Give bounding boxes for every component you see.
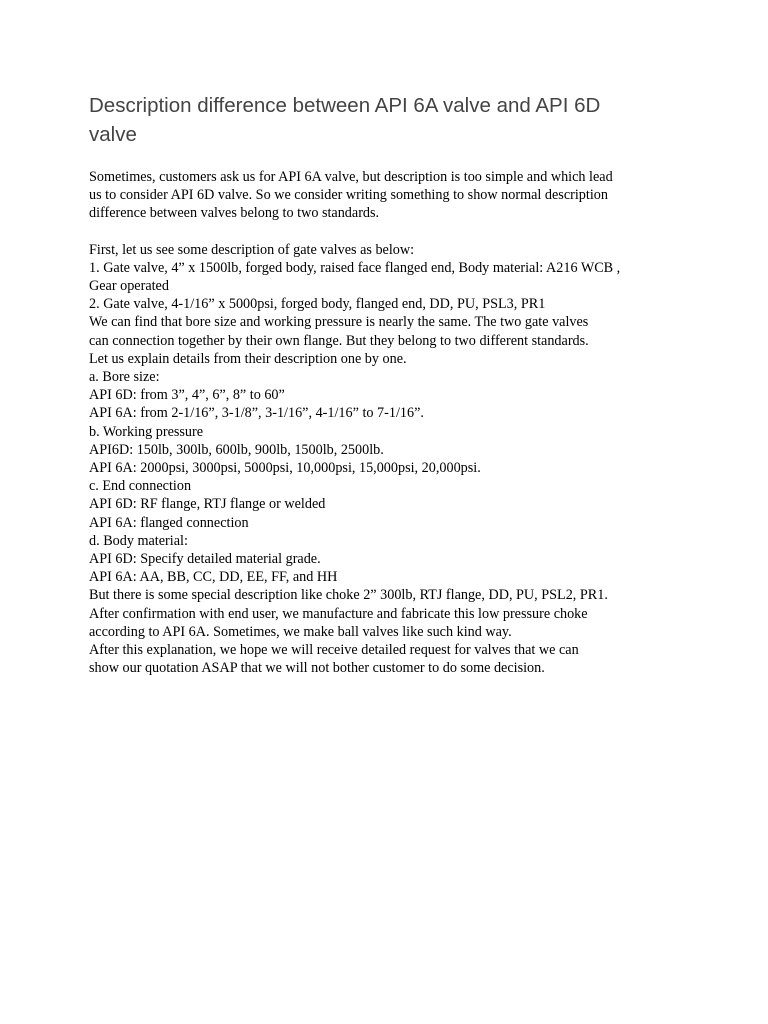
- text-line: Sometimes, customers ask us for API 6A valve, but description is too simple and which lead: [89, 169, 613, 185]
- text-line: API 6A: from 2-1/16”, 3-1/8”, 3-1/16”, 4-1/16” to 7-1/16”.: [89, 405, 424, 422]
- text-line: according to API 6A. Sometimes, we make ball valves like such kind way.: [89, 623, 512, 640]
- document-page: [89, 91, 689, 677]
- text-line: 1. Gate valve, 4” x 1500lb, forged body, raised face flanged end, Body material: A216 WCB ,: [89, 259, 621, 276]
- text-line: Gear operated: [89, 278, 169, 295]
- text-line: API 6D: RF flange, RTJ flange or welded: [89, 496, 326, 513]
- document-title: [89, 91, 689, 149]
- body-paragraph: [89, 241, 689, 678]
- text-line: 2. Gate valve, 4-1/16” x 5000psi, forged body, flanged end, DD, PU, PSL3, PR1: [89, 296, 546, 313]
- text-line: After this explanation, we hope we will receive detailed request for valves that we can: [89, 642, 579, 659]
- text-line: After confirmation with end user, we manufacture and fabricate this low pressure choke: [89, 605, 588, 622]
- title-line: valve: [89, 123, 137, 146]
- text-line: First, let us see some description of gate valves as below:: [89, 241, 415, 258]
- text-line: API 6A: AA, BB, CC, DD, EE, FF, and HH: [89, 569, 338, 586]
- text-line: API6D: 150lb, 300lb, 600lb, 900lb, 1500lb, 2500lb.: [89, 441, 384, 458]
- text-line: d. Body material:: [89, 532, 188, 549]
- text-line: us to consider API 6D valve. So we consider writing something to show normal description: [89, 187, 608, 204]
- text-line: API 6D: Specify detailed material grade.: [89, 551, 321, 568]
- text-line: API 6D: from 3”, 4”, 6”, 8” to 60”: [89, 387, 285, 404]
- text-line: show our quotation ASAP that we will not bother customer to do some decision.: [89, 660, 545, 677]
- intro-paragraph: [89, 168, 689, 223]
- text-line: We can find that bore size and working pressure is nearly the same. The two gate valves: [89, 314, 589, 331]
- text-line: b. Working pressure: [89, 423, 204, 440]
- text-line: Let us explain details from their description one by one.: [89, 350, 407, 367]
- text-line: c. End connection: [89, 478, 192, 495]
- text-line: can connection together by their own flange. But they belong to two different standards.: [89, 332, 589, 349]
- title-line: Description difference between API 6A valve and API 6D: [89, 94, 601, 117]
- text-line: But there is some special description like choke 2” 300lb, RTJ flange, DD, PU, PSL2, PR1.: [89, 587, 608, 604]
- text-line: API 6A: 2000psi, 3000psi, 5000psi, 10,000psi, 15,000psi, 20,000psi.: [89, 460, 481, 477]
- text-line: a. Bore size:: [89, 369, 160, 386]
- text-line: difference between valves belong to two standards.: [89, 205, 380, 222]
- text-line: API 6A: flanged connection: [89, 514, 249, 531]
